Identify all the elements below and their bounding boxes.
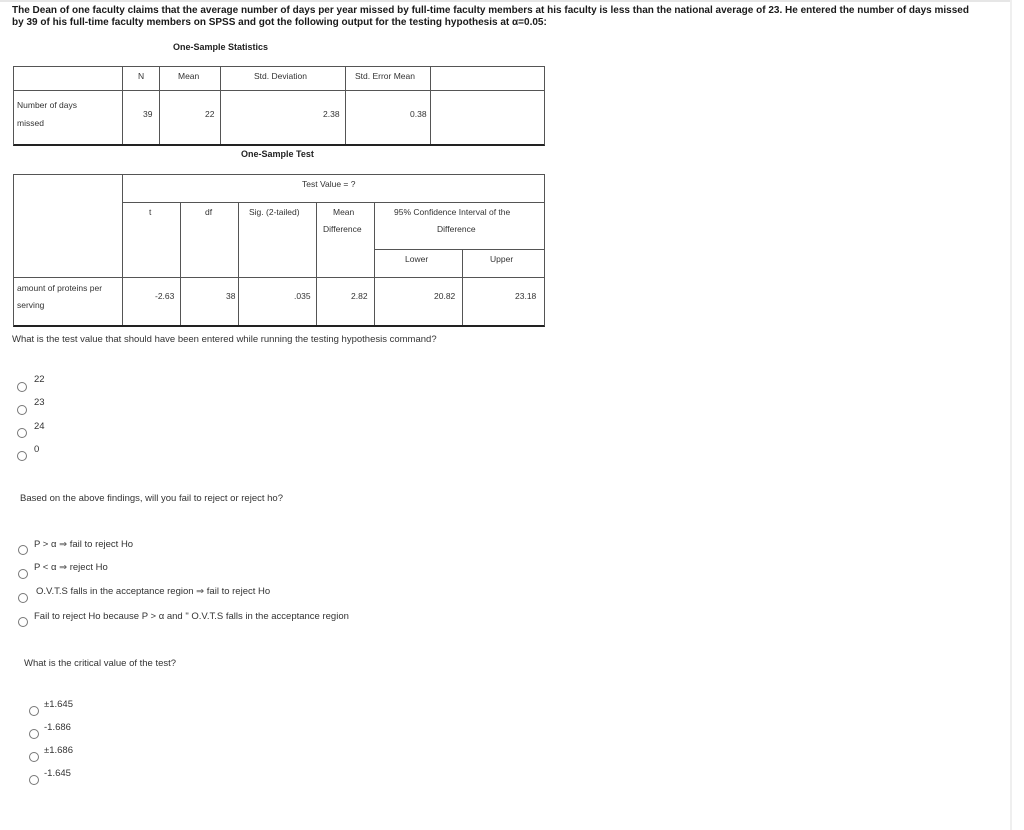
q2-option-label: P > α ⇒ fail to reject Ho bbox=[34, 539, 134, 550]
test-header-sig: Sig. (2-tailed) bbox=[249, 207, 300, 217]
q2-option-label: P < α ⇒ reject Ho bbox=[34, 562, 108, 573]
test-value-sig: .035 bbox=[294, 291, 311, 301]
q3-option-label: ±1.686 bbox=[44, 745, 73, 756]
test-header-ci-2: Difference bbox=[437, 224, 476, 234]
stats-value-sd: 2.38 bbox=[323, 109, 340, 119]
q2-option-label: O.V.T.S falls in the acceptance region ⇒ fail to reject Ho bbox=[36, 586, 271, 597]
stats-row-label-line1: Number of days bbox=[17, 100, 77, 110]
test-header-lower: Lower bbox=[405, 254, 429, 264]
radio-icon[interactable] bbox=[18, 617, 28, 627]
radio-icon[interactable] bbox=[29, 775, 39, 785]
stats-header-se: Std. Error Mean bbox=[355, 71, 415, 81]
test-header-mean-diff-2: Difference bbox=[323, 224, 362, 234]
top-divider bbox=[0, 0, 1010, 2]
stats-header-sd: Std. Deviation bbox=[254, 71, 307, 81]
stats-header-n: N bbox=[138, 71, 145, 81]
radio-icon[interactable] bbox=[17, 451, 27, 461]
q3-option-label: -1.645 bbox=[44, 768, 71, 779]
q1-option-label: 0 bbox=[34, 444, 40, 455]
radio-icon[interactable] bbox=[18, 545, 28, 555]
test-header-df: df bbox=[205, 207, 213, 217]
stats-value-n: 39 bbox=[143, 109, 153, 119]
q1-option-label: 22 bbox=[34, 374, 45, 385]
radio-icon[interactable] bbox=[17, 382, 27, 392]
q2-option-label: Fail to reject Ho because P > α and " O.V.T.S falls in the acceptance region bbox=[34, 611, 349, 622]
radio-icon[interactable] bbox=[29, 729, 39, 739]
stats-table-title: One-Sample Statistics bbox=[173, 42, 269, 52]
test-value-upper: 23.18 bbox=[515, 291, 537, 301]
q1-option-label: 24 bbox=[34, 421, 45, 432]
test-header-mean-diff-1: Mean bbox=[333, 207, 355, 217]
q1-option-label: 23 bbox=[34, 397, 45, 408]
test-table-title: One-Sample Test bbox=[241, 149, 314, 159]
radio-icon[interactable] bbox=[29, 752, 39, 762]
q3-option-label: ±1.645 bbox=[44, 699, 73, 710]
q3-option-label: -1.686 bbox=[44, 722, 71, 733]
question-intro: The Dean of one faculty claims that the average number of days per year missed by full-time faculty members at his faculty is less than the national average of 23. He entered the number of days missed by 39 of his full-time faculty members on SPSS and got the following output for the testing hypothesis at α=0.05: bbox=[12, 5, 969, 28]
test-value-label: Test Value = ? bbox=[302, 179, 356, 189]
question-3-text: What is the critical value of the test? bbox=[24, 658, 177, 669]
test-header-upper: Upper bbox=[490, 254, 514, 264]
test-row-label-line2: serving bbox=[17, 300, 45, 310]
question-2-text: Based on the above findings, will you fail to reject or reject ho? bbox=[20, 493, 283, 504]
test-value-df: 38 bbox=[226, 291, 236, 301]
test-header-ci-1: 95% Confidence Interval of the bbox=[394, 207, 511, 217]
question-1-text: What is the test value that should have been entered while running the testing hypothesis command? bbox=[12, 334, 437, 345]
test-value-t: -2.63 bbox=[155, 291, 175, 301]
radio-icon[interactable] bbox=[17, 428, 27, 438]
stats-row-label-line2: missed bbox=[17, 118, 44, 128]
stats-value-mean: 22 bbox=[205, 109, 215, 119]
radio-icon[interactable] bbox=[29, 706, 39, 716]
test-value-mean-diff: 2.82 bbox=[351, 291, 368, 301]
radio-icon[interactable] bbox=[17, 405, 27, 415]
test-row-label-line1: amount of proteins per bbox=[17, 283, 103, 293]
stats-value-se: 0.38 bbox=[410, 109, 427, 119]
stats-header-mean: Mean bbox=[178, 71, 200, 81]
right-divider bbox=[1010, 0, 1012, 830]
radio-icon[interactable] bbox=[18, 569, 28, 579]
radio-icon[interactable] bbox=[18, 593, 28, 603]
test-header-t: t bbox=[149, 207, 152, 217]
test-value-lower: 20.82 bbox=[434, 291, 456, 301]
